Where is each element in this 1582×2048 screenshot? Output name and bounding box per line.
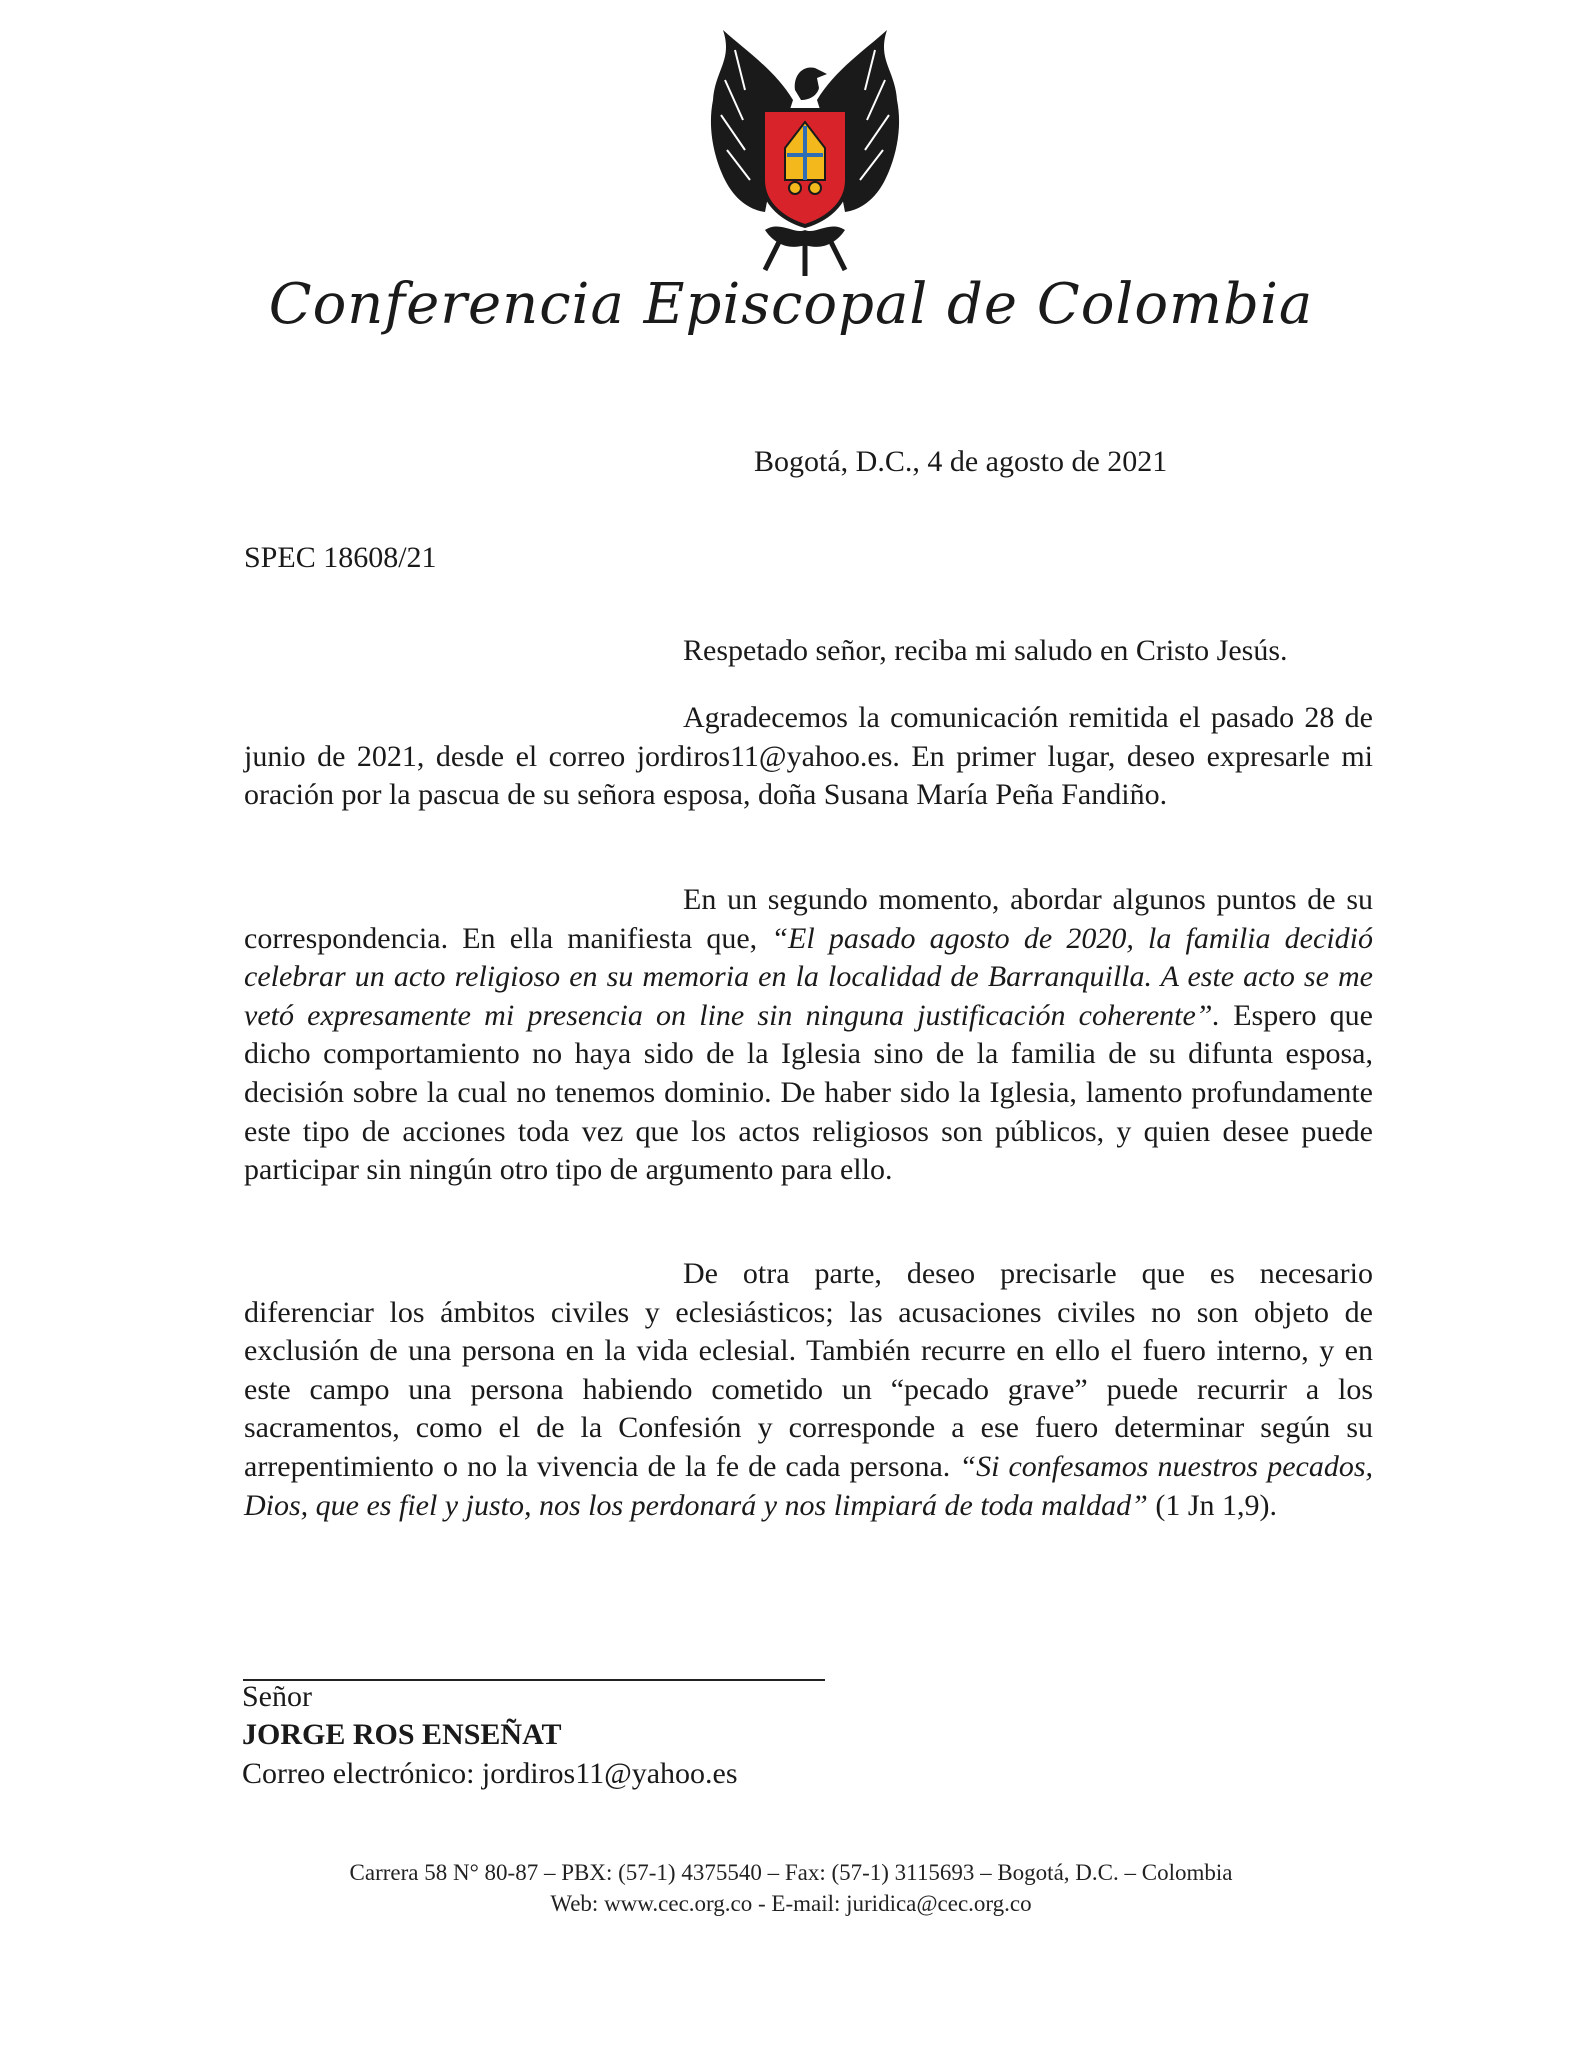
- paragraph-2-text-a: En un segundo momento, abordar algunos puntos de su correspondencia. En ella manifiesta que,: [244, 883, 1373, 955]
- organization-name: Conferencia Episcopal de Colombia: [268, 272, 1314, 337]
- signature-line: [243, 1679, 825, 1681]
- episcopal-crest-eagle-icon: [705, 30, 905, 280]
- paragraph-3-text-b: (1 Jn 1,9).: [1147, 1488, 1278, 1522]
- footer-contact: Web: www.cec.org.co - E-mail: juridica@cec.org.co: [550, 1891, 1032, 1916]
- paragraph-2: [244, 881, 1373, 1190]
- recipient-email: Correo electrónico: jordiros11@yahoo.es: [242, 1757, 738, 1790]
- paragraph-3-text-a: De otra parte, deseo precisarle que es necesario diferenciar los ámbitos civiles y eclesiásticos; las acusaciones civiles no son objeto de exclusión de una persona en la vida eclesial. También recurre en ello el fuero interno, y en este campo una persona habiendo cometido un “pecado grave” puede recurrir a los sacramentos, como el de la Confesión y corresponde a ese fuero determinar según su arrepentimiento o no la vivencia de la fe de cada persona.: [244, 1257, 1373, 1483]
- paragraph-2-quote: “El pasado agosto de 2020, la familia decidió celebrar un acto religioso en su memoria en la localidad de Barranquilla. A este acto se me vetó expresamente mi presencia on line sin ninguna justificación coherente”.: [244, 921, 1373, 1032]
- reference-number: SPEC 18608/21: [244, 541, 437, 574]
- paragraph-1-text: Agradecemos la comunicación remitida el pasado 28 de junio de 2021, desde el correo jordiros11@yahoo.es. En primer lugar, deseo expresarle mi oración por la pascua de su señora esposa, doña Susana María Peña Fandiño.: [244, 701, 1373, 812]
- paragraph-2-text-b: Espero que dicho comportamiento no haya sido de la Iglesia sino de la familia de su difunta esposa, decisión sobre la cual no tenemos dominio. De haber sido la Iglesia, lamento profundamente este tipo de acciones toda vez que los actos religiosos son públicos, y quien desee puede participar sin ningún otro tipo de argumento para ello.: [244, 998, 1373, 1187]
- recipient-name: JORGE ROS ENSEÑAT: [242, 1718, 562, 1751]
- greeting: Respetado señor, reciba mi saludo en Cristo Jesús.: [683, 634, 1288, 667]
- footer-address: Carrera 58 N° 80-87 – PBX: (57-1) 4375540 – Fax: (57-1) 3115693 – Bogotá, D.C. – Colombia: [349, 1860, 1233, 1885]
- paragraph-1: [244, 699, 1373, 815]
- letter-date: Bogotá, D.C., 4 de agosto de 2021: [754, 445, 1168, 478]
- recipient-title: Señor: [242, 1680, 312, 1713]
- paragraph-3: [244, 1255, 1373, 1525]
- paragraph-3-quote: “Si confesamos nuestros pecados, Dios, que es fiel y justo, nos los perdonará y nos limpiará de toda maldad”: [244, 1449, 1373, 1522]
